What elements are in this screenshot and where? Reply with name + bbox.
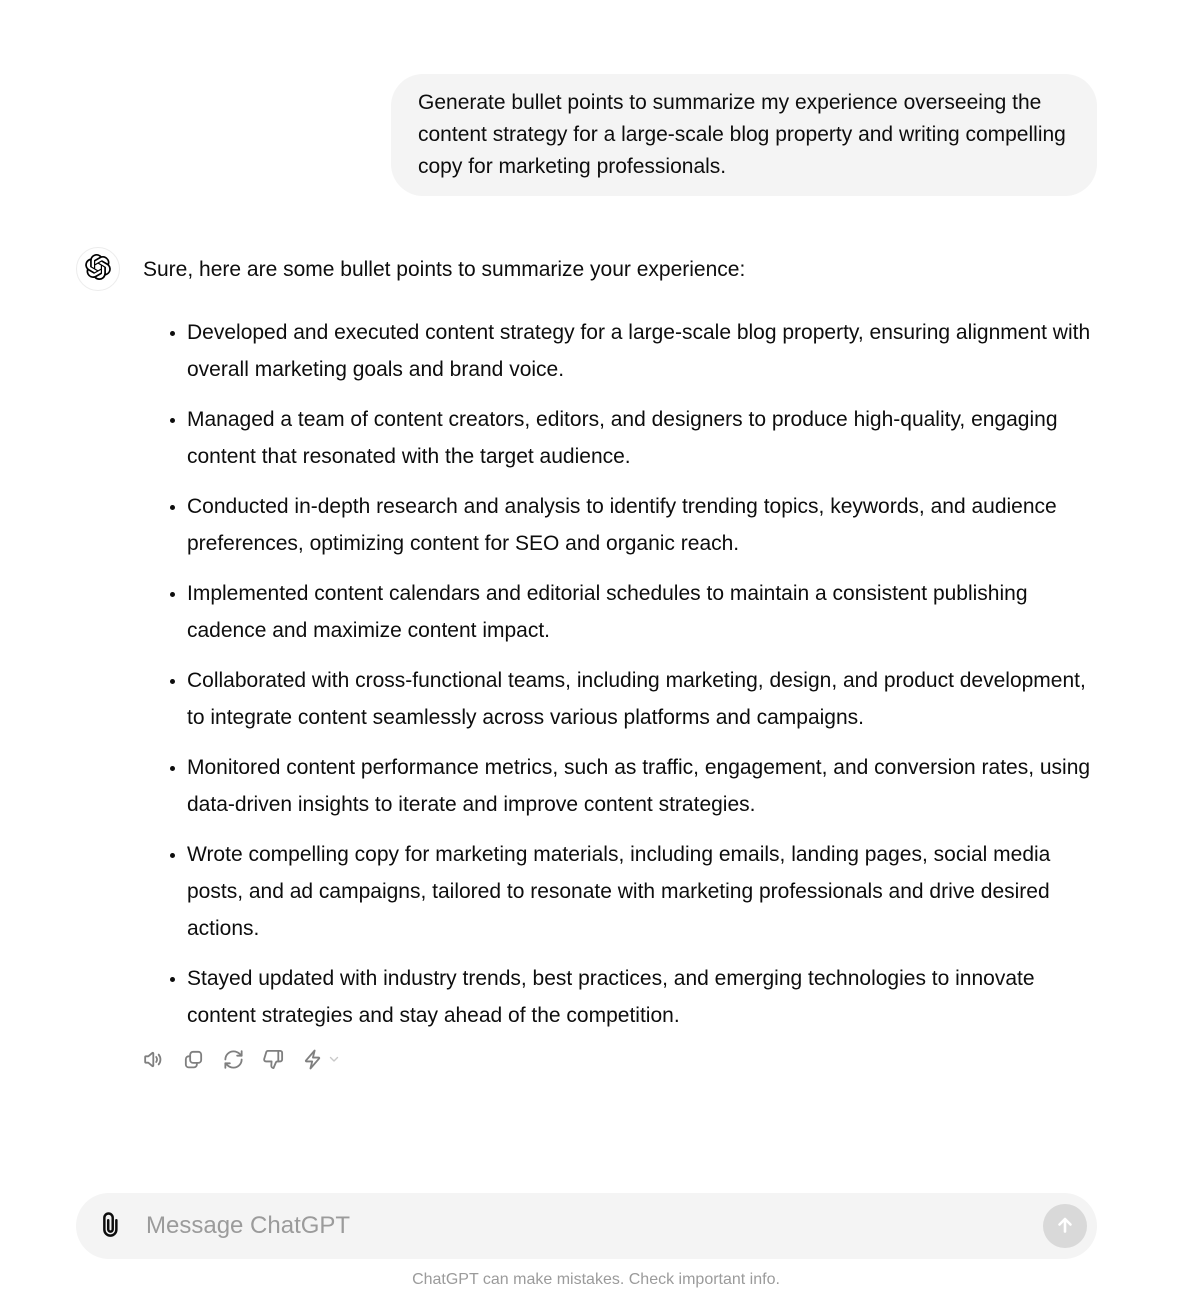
bad-response-button[interactable] xyxy=(262,1047,285,1071)
message-thread xyxy=(76,0,1097,1071)
copy-icon xyxy=(182,1048,205,1071)
regenerate-button[interactable] xyxy=(222,1047,245,1071)
assistant-message-content xyxy=(143,246,1097,1071)
message-actions-toolbar xyxy=(142,1047,1097,1071)
switch-model-button[interactable] xyxy=(302,1047,341,1071)
bolt-icon xyxy=(302,1048,325,1071)
disclaimer-text: ChatGPT can make mistakes. Check important info. xyxy=(412,1271,780,1288)
bullet-item: • Monitored content performance metrics, such as traffic, engagement, and conversion rates, using data-driven insights to iterate and improve content strategies. xyxy=(187,749,1097,823)
user-message-bubble: Generate bullet points to summarize my experience overseeing the content strategy for a large-scale blog property and writing compelling copy for marketing professionals. xyxy=(391,74,1097,196)
bullet-item: • Developed and executed content strategy for a large-scale blog property, ensuring alignment with overall marketing goals and brand voice. xyxy=(187,314,1097,388)
bullet-item: • Collaborated with cross-functional teams, including marketing, design, and product development, to integrate content seamlessly across various platforms and campaigns. xyxy=(187,662,1097,736)
send-button[interactable] xyxy=(1043,1204,1087,1248)
bullet-item: • Wrote compelling copy for marketing materials, including emails, landing pages, social media posts, and ad campaigns, tailored to resonate with marketing professionals and drive desired actions. xyxy=(187,836,1097,947)
chevron-down-icon xyxy=(327,1052,341,1066)
thumbs-down-icon xyxy=(262,1048,285,1071)
assistant-message-row xyxy=(76,246,1097,1071)
regenerate-icon xyxy=(222,1048,245,1071)
bullet-item: • Conducted in-depth research and analysis to identify trending topics, keywords, and audience preferences, optimizing content for SEO and organic reach. xyxy=(187,488,1097,562)
read-aloud-button[interactable] xyxy=(142,1047,165,1071)
assistant-intro-text: Sure, here are some bullet points to summarize your experience: xyxy=(143,258,746,281)
assistant-bullet-list xyxy=(143,314,1097,1034)
arrow-up-icon xyxy=(1053,1213,1077,1240)
paperclip-icon xyxy=(98,1210,124,1243)
bullet-item: • Implemented content calendars and editorial schedules to maintain a consistent publishing cadence and maximize content impact. xyxy=(187,575,1097,649)
composer-bar xyxy=(76,1193,1097,1259)
bullet-item: • Managed a team of content creators, editors, and designers to produce high-quality, engaging content that resonated with the target audience. xyxy=(187,401,1097,475)
bullet-item: • Stayed updated with industry trends, best practices, and emerging technologies to innovate content strategies and stay ahead of the competition. xyxy=(187,960,1097,1034)
openai-logo-icon xyxy=(85,254,111,285)
message-input[interactable] xyxy=(146,1212,1043,1240)
assistant-avatar xyxy=(76,247,120,291)
copy-button[interactable] xyxy=(182,1047,205,1071)
attach-file-button[interactable] xyxy=(98,1210,124,1243)
user-message-row xyxy=(76,74,1097,196)
speaker-icon xyxy=(142,1048,165,1071)
